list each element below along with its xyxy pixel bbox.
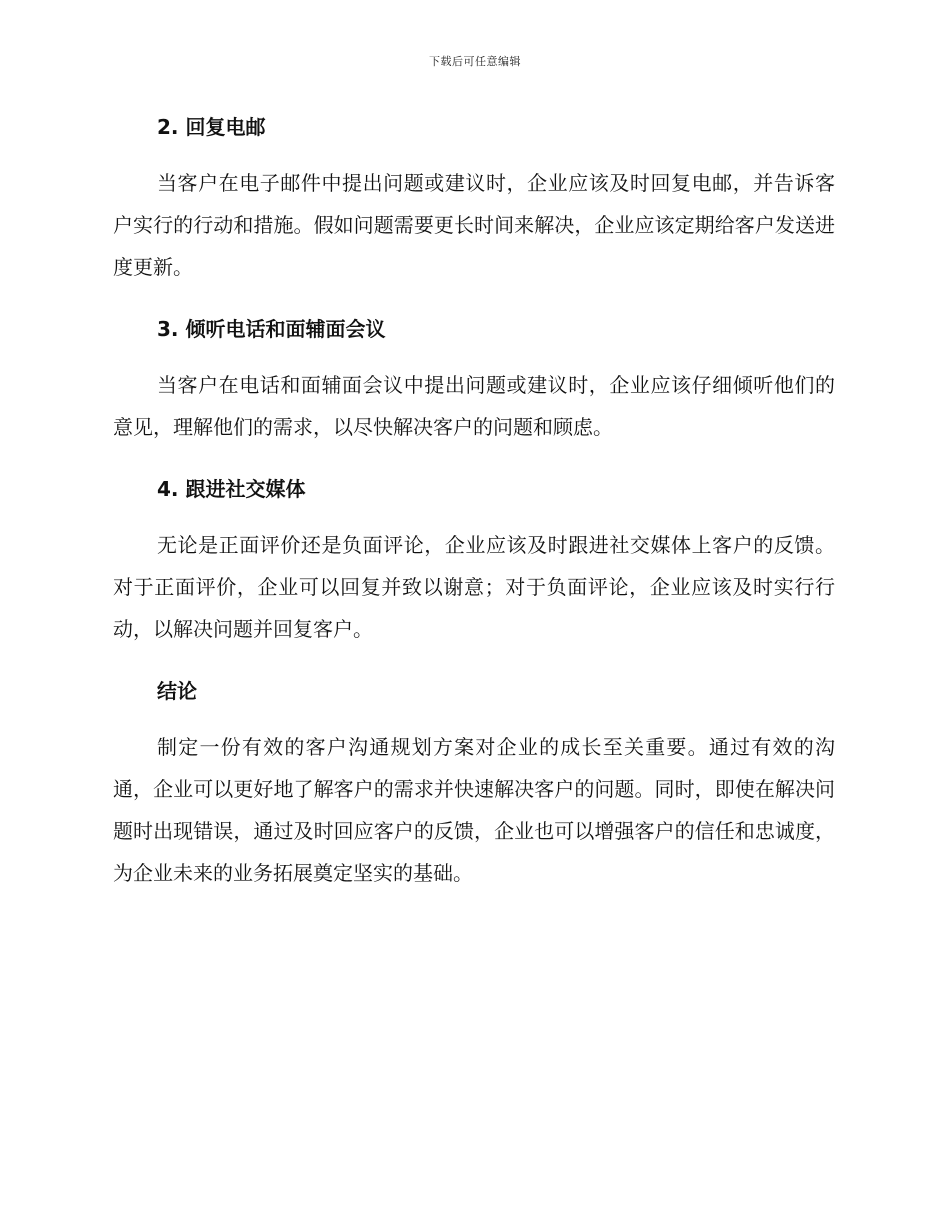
section-social-media bbox=[113, 472, 835, 650]
section-listen-calls bbox=[113, 312, 835, 448]
page-header: 下载后可任意编辑 bbox=[429, 55, 521, 68]
section-reply-email bbox=[113, 110, 835, 288]
section-paragraph: 制定一份有效的客户沟通规划方案对企业的成长至关重要。通过有效的沟通，企业可以更好地了解客户的需求并快速解决客户的问题。同时，即使在解决问题时出现错误，通过及时回应客户的反馈，企业也可以增强客户的信任和忠诚度，为企业未来的业务拓展奠定坚实的基础。 bbox=[113, 735, 835, 885]
section-heading: 结论 bbox=[157, 679, 197, 703]
section-heading: 2. 回复电邮 bbox=[157, 115, 266, 139]
section-paragraph: 当客户在电话和面辅面会议中提出问题或建议时，企业应该仔细倾听他们的意见，理解他们的需求，以尽快解决客户的问题和顾虑。 bbox=[113, 373, 835, 439]
section-heading: 4. 跟进社交媒体 bbox=[157, 477, 306, 501]
section-paragraph: 无论是正面评价还是负面评论，企业应该及时跟进社交媒体上客户的反馈。对于正面评价，企业可以回复并致以谢意；对于负面评论，企业应该及时实行行动，以解决问题并回复客户。 bbox=[113, 533, 835, 641]
document-body bbox=[113, 110, 835, 918]
section-heading: 3. 倾听电话和面辅面会议 bbox=[157, 317, 386, 341]
section-paragraph: 当客户在电子邮件中提出问题或建议时，企业应该及时回复电邮，并告诉客户实行的行动和措施。假如问题需要更长时间来解决，企业应该定期给客户发送进度更新。 bbox=[113, 171, 835, 279]
section-conclusion bbox=[113, 674, 835, 894]
